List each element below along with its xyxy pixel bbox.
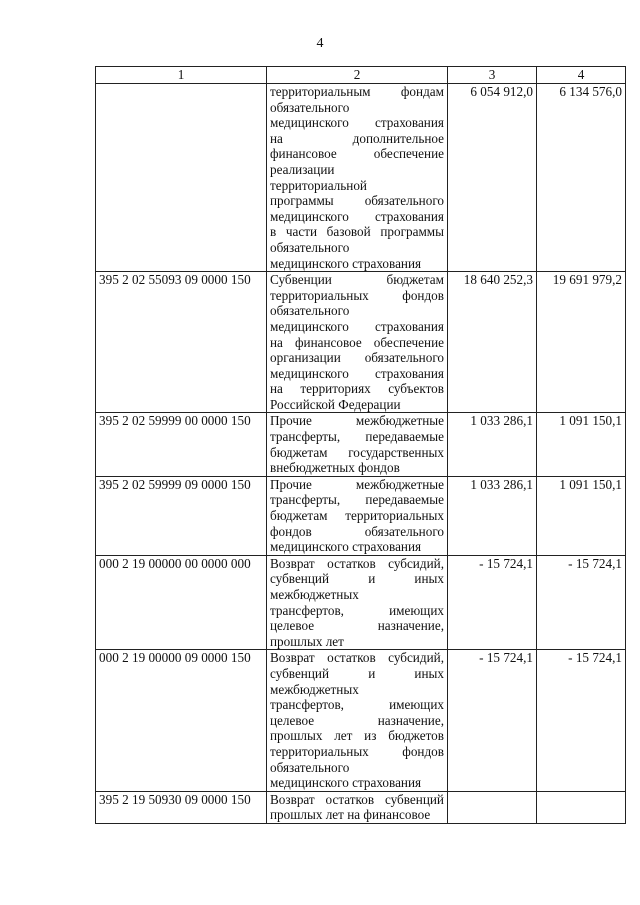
description-line: медицинского страхования (270, 539, 422, 555)
description-line: внебюджетных фондов (270, 460, 400, 476)
description-line: бюджетам государственных (270, 444, 444, 460)
header-col-1: 1 (96, 67, 267, 84)
description-line: прошлых лет на финансовое (270, 807, 431, 823)
description-cell (267, 650, 448, 791)
description-line: Российской Федерации (270, 396, 401, 412)
description-line: Возврат остатков субвенций (270, 791, 444, 807)
description-line: организации обязательного (270, 350, 444, 366)
description-line: субвенций и иных (270, 571, 444, 587)
budget-code-cell: 395 2 02 59999 09 0000 150 (96, 476, 267, 555)
description-line: медицинского страхования (270, 208, 444, 224)
header-col-4: 4 (537, 67, 626, 84)
description-line: территориальных фондов (270, 743, 444, 759)
table-row (96, 555, 626, 650)
value-col-3-cell: - 15 724,1 (448, 555, 537, 650)
description-line: медицинского страхования (270, 318, 444, 334)
description-line: территориальным фондам (270, 84, 444, 99)
description-line: на дополнительное (270, 130, 444, 146)
description-line: трансфертов, имеющих (270, 602, 444, 618)
description-line: обязательного (270, 99, 350, 115)
description-cell (267, 791, 448, 823)
description-line: на финансовое обеспечение (270, 334, 444, 350)
header-row (96, 67, 626, 84)
value-col-3-cell: 6 054 912,0 (448, 84, 537, 272)
description-line: трансферты, передаваемые (270, 429, 444, 445)
value-col-3-cell: 1 033 286,1 (448, 476, 537, 555)
header-col-2: 2 (267, 67, 448, 84)
description-cell (267, 272, 448, 413)
description-line: прошлых лет из бюджетов (270, 728, 444, 744)
budget-code-cell: 395 2 02 59999 00 0000 150 (96, 413, 267, 476)
value-col-4-cell: - 15 724,1 (537, 650, 626, 791)
description-line: Возврат остатков субсидий, (270, 650, 444, 666)
value-col-4-cell: 6 134 576,0 (537, 84, 626, 272)
description-line: бюджетам территориальных (270, 508, 444, 524)
description-line: Субвенции бюджетам (270, 272, 444, 288)
description-line: межбюджетных (270, 587, 359, 602)
description-cell (267, 413, 448, 476)
description-line: медицинского страхования (270, 365, 444, 381)
description-line: Прочие межбюджетные (270, 476, 444, 492)
budget-code-cell: 000 2 19 00000 09 0000 150 (96, 650, 267, 791)
description-line: фондов обязательного (270, 523, 444, 539)
description-line: медицинского страхования (270, 115, 444, 131)
description-line: территориальных фондов (270, 287, 444, 303)
description-cell (267, 476, 448, 555)
value-col-4-cell: 19 691 979,2 (537, 272, 626, 413)
description-line: на территориях субъектов (270, 381, 444, 397)
description-line: прошлых лет (270, 633, 344, 649)
description-line: трансферты, передаваемые (270, 492, 444, 508)
description-line: медицинского страхования (270, 775, 422, 791)
description-line: обязательного (270, 239, 350, 255)
description-line: в части базовой программы (270, 224, 444, 240)
value-col-4-cell: 1 091 150,1 (537, 476, 626, 555)
value-col-4-cell (537, 791, 626, 823)
budget-code-cell (96, 84, 267, 272)
description-line: Возврат остатков субсидий, (270, 555, 444, 571)
description-cell (267, 84, 448, 272)
value-col-3-cell: - 15 724,1 (448, 650, 537, 791)
description-line: субвенций и иных (270, 665, 444, 681)
description-line: межбюджетных (270, 681, 359, 697)
description-line: обязательного (270, 303, 350, 319)
value-col-3-cell: 18 640 252,3 (448, 272, 537, 413)
budget-code-cell: 395 2 19 50930 09 0000 150 (96, 791, 267, 823)
description-line: территориальной (270, 177, 367, 193)
description-line: трансфертов, имеющих (270, 697, 444, 713)
budget-table (95, 66, 626, 824)
budget-code-cell: 395 2 02 55093 09 0000 150 (96, 272, 267, 413)
table-row (96, 476, 626, 555)
description-cell (267, 555, 448, 650)
value-col-3-cell (448, 791, 537, 823)
description-line: целевое назначение, (270, 712, 444, 728)
budget-code-cell: 000 2 19 00000 00 0000 000 (96, 555, 267, 650)
description-line: программы обязательного (270, 193, 444, 209)
value-col-4-cell: - 15 724,1 (537, 555, 626, 650)
table-row (96, 650, 626, 791)
description-line: реализации (270, 161, 335, 177)
table-row (96, 272, 626, 413)
value-col-4-cell: 1 091 150,1 (537, 413, 626, 476)
table-row (96, 84, 626, 272)
table-row (96, 791, 626, 823)
value-col-3-cell: 1 033 286,1 (448, 413, 537, 476)
description-line: обязательного (270, 759, 350, 775)
table-row (96, 413, 626, 476)
description-line: целевое назначение, (270, 618, 444, 634)
description-line: Прочие межбюджетные (270, 413, 444, 429)
page-number: 4 (316, 36, 324, 51)
description-line: медицинского страхования (270, 255, 422, 271)
description-line: финансовое обеспечение (270, 146, 444, 162)
header-col-3: 3 (448, 67, 537, 84)
